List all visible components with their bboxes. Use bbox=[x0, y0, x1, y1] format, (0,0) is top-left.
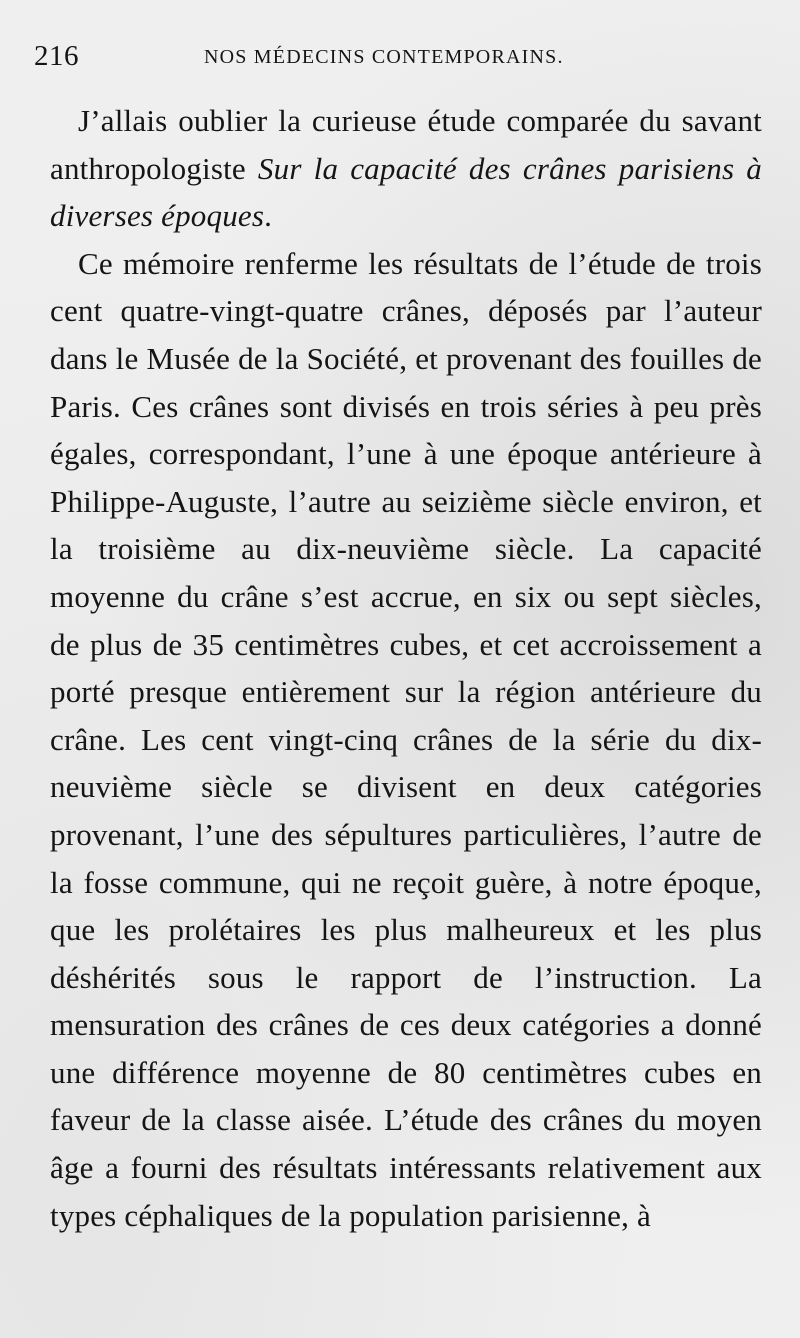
paragraph-1 bbox=[50, 97, 762, 240]
running-title: NOS MÉDECINS CONTEMPORAINS. bbox=[204, 46, 564, 68]
paragraph-1-end: . bbox=[264, 198, 273, 234]
paragraph-1-text: J’allais oublier la curieuse étude comparée du savant anthropologiste bbox=[50, 103, 762, 186]
page-number: 216 bbox=[34, 40, 79, 72]
study-title: Sur la capacité des crânes parisiens à diverses époques bbox=[50, 150, 762, 234]
paragraph-2: Ce mémoire renferme les résultats de l’étude de trois cent quatre-vingt-quatre crânes, déposés par l’auteur dans le Musée de la Société, et provenant des fouilles de Paris. Ces crânes sont divisés en trois séries à peu près égales, correspondant, l’une à une époque antérieure à Philippe-Auguste, l’autre au seizième siècle environ, et la troisième au dix-neuvième siècle. La capacité moyenne du crâne s’est accrue, en six ou sept siècles, de plus de 35 centimètres cubes, et cet accroissement a porté presque entièrement sur la région antérieure du crâne. Les cent vingt-cinq crânes de la série du dix-neuvième siècle se divisent en deux catégories provenant, l’une des sépultures particulières, l’autre de la fosse commune, qui ne reçoit guère, à notre époque, que les prolétaires les plus malheureux et les plus déshérités sous le rapport de l’instruction. La mensuration des crânes de ces deux catégories a donné une différence moyenne de 80 centimètres cubes en faveur de la classe aisée. L’étude des crânes du moyen âge a fourni des résultats intéressants relativement aux types céphaliques de la population parisienne, à bbox=[50, 245, 762, 1233]
body-text bbox=[50, 97, 762, 1239]
page-header bbox=[34, 40, 774, 84]
